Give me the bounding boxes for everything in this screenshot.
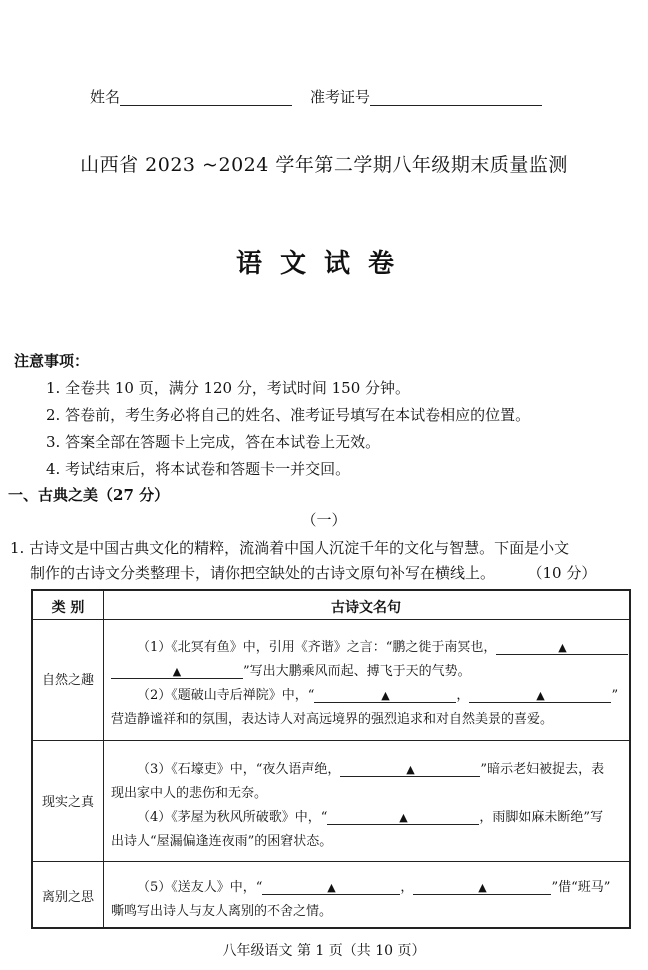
question-1-instruction: 制作的古诗文分类整理卡，请你把空缺处的古诗文原句补写在横线上。 <box>30 564 496 582</box>
name-blank[interactable] <box>120 90 292 106</box>
item-5-line: （5）《送友人》中，“ ▲ ， ▲ ”借“班马” <box>137 880 611 895</box>
answer-blank[interactable]: ▲ <box>111 665 243 679</box>
candidate-info <box>90 86 542 107</box>
exam-id-blank[interactable] <box>370 90 542 106</box>
section-heading: 一、古典之美（27 分） <box>8 486 170 504</box>
note-item: 4. 考试结束后，将本试卷和答题卡一并交回。 <box>46 460 351 478</box>
answer-blank[interactable]: ▲ <box>314 689 456 703</box>
exam-id-label: 准考证号 <box>310 88 371 106</box>
name-label: 姓名 <box>90 88 121 106</box>
answer-blank[interactable]: ▲ <box>262 881 400 895</box>
note-item: 2. 答卷前，考生务必将自己的姓名、准考证号填写在本试卷相应的位置。 <box>46 406 531 424</box>
page-footer: 八年级语文 第 1 页（共 10 页） <box>222 943 426 959</box>
answer-blank[interactable]: ▲ <box>327 811 479 825</box>
table-divider <box>33 861 629 862</box>
item-3-line: （3）《石壕吏》中，“夜久语声绝， ▲ ”暗示老妇被捉去，表 <box>137 762 605 777</box>
item-1-line: ▲ ”写出大鹏乘风而起、搏飞于天的气势。 <box>111 660 471 679</box>
item-3-line: 现出家中人的悲伤和无奈。 <box>111 786 268 801</box>
question-1-text-cont <box>30 562 596 583</box>
item-2-line: （2）《题破山寺后禅院》中，“ ▲ ， ▲ ” <box>137 688 619 703</box>
header-category: 类 别 <box>51 600 85 616</box>
answer-blank[interactable]: ▲ <box>340 763 480 777</box>
notes-heading: 注意事项： <box>14 352 90 370</box>
part-marker: （一） <box>301 511 347 529</box>
table-divider <box>33 740 629 741</box>
category-reality: 现实之真 <box>41 795 94 810</box>
answer-blank[interactable]: ▲ <box>413 881 551 895</box>
exam-title: 山西省 2023 ~2024 学年第二学期八年级期末质量监测 <box>80 154 568 176</box>
category-nature: 自然之趣 <box>41 673 94 688</box>
poem-table <box>31 589 631 929</box>
item-4-line: （4）《茅屋为秋风所破歌》中，“ ▲ ，雨脚如麻未断绝”写 <box>137 810 604 825</box>
item-5-line: 嘶鸣写出诗人与友人离别的不舍之情。 <box>111 904 333 919</box>
answer-blank[interactable]: ▲ <box>496 641 628 655</box>
table-divider <box>33 619 629 620</box>
item-2-line: 营造静谧祥和的氛围，表达诗人对高远境界的强烈追求和对自然美景的喜爱。 <box>111 712 554 727</box>
question-1-points: （10 分） <box>535 564 597 582</box>
note-item: 3. 答案全部在答题卡上完成，答在本试卷上无效。 <box>46 433 381 451</box>
item-1-line: （1）《北冥有鱼》中，引用《齐谐》之言：“鹏之徙于南冥也， ▲ <box>111 636 628 655</box>
note-item: 1. 全卷共 10 页，满分 120 分，考试时间 150 分钟。 <box>46 379 411 397</box>
table-divider <box>103 591 104 927</box>
header-lines: 古诗文名句 <box>331 600 401 616</box>
question-1-text: 1. 古诗文是中国古典文化的精粹，流淌着中国人沉淀千年的文化与智慧。下面是小文 <box>10 539 570 557</box>
category-farewell: 离别之思 <box>41 890 94 905</box>
answer-blank[interactable]: ▲ <box>469 689 611 703</box>
subject-title: 语文试卷 <box>235 249 412 279</box>
item-4-line: 出诗人“屋漏偏逢连夜雨”的困窘状态。 <box>111 834 333 849</box>
